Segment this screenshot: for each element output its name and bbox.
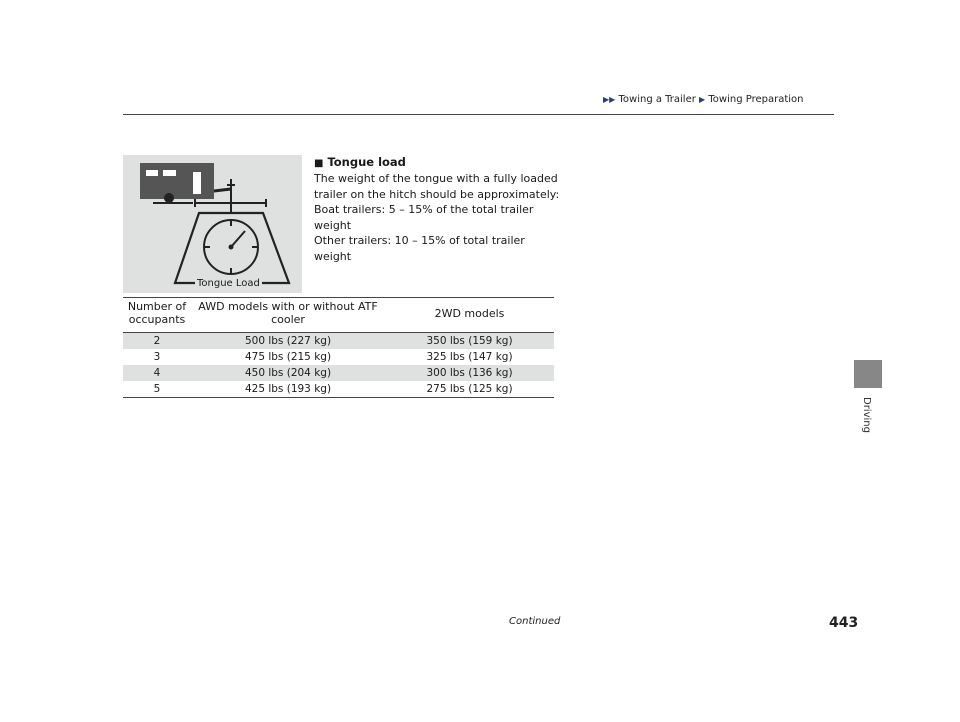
table-cell: 300 lbs (136 kg) bbox=[385, 365, 554, 381]
section-line: Boat trailers: 5 – 15% of the total trailer bbox=[314, 203, 534, 216]
table-row bbox=[123, 349, 554, 365]
tongue-load-section bbox=[314, 155, 564, 264]
section-line: trailer on the hitch should be approximately: bbox=[314, 187, 560, 201]
table-cell: 500 lbs (227 kg) bbox=[191, 333, 385, 350]
table-cell: 425 lbs (193 kg) bbox=[191, 381, 385, 398]
section-body bbox=[314, 171, 564, 264]
table-cell: 350 lbs (159 kg) bbox=[385, 333, 554, 350]
illustration-caption: Tongue Load bbox=[197, 278, 260, 289]
table-cell: 2 bbox=[123, 333, 191, 350]
trailer-scale-icon bbox=[123, 155, 302, 293]
section-line: Other trailers: 10 – 15% of total trailer weight bbox=[314, 234, 525, 263]
section-line: weight bbox=[314, 218, 352, 232]
chevron-right-icon: ▶ bbox=[699, 95, 706, 104]
section-heading-text: Tongue load bbox=[327, 155, 406, 169]
chapter-label: Driving bbox=[861, 397, 872, 433]
table-cell: 275 lbs (125 kg) bbox=[385, 381, 554, 398]
table-cell: 475 lbs (215 kg) bbox=[244, 351, 332, 363]
table-cell: 5 bbox=[123, 381, 191, 398]
square-bullet-icon: ■ bbox=[314, 158, 324, 169]
table-row bbox=[123, 333, 554, 350]
table-cell: 450 lbs (204 kg) bbox=[191, 365, 385, 381]
chevron-right-icon: ▶▶ bbox=[603, 95, 616, 104]
col-header-2wd: 2WD models bbox=[385, 298, 554, 333]
table-row bbox=[123, 365, 554, 381]
section-line: The weight of the tongue with a fully loaded bbox=[314, 172, 558, 185]
breadcrumb-item[interactable]: Towing a Trailer bbox=[618, 94, 696, 105]
header-divider bbox=[123, 114, 834, 115]
table-cell: 4 bbox=[123, 365, 191, 381]
table-cell: 325 lbs (147 kg) bbox=[426, 351, 513, 363]
table-header-row bbox=[123, 298, 554, 333]
tongue-load-illustration bbox=[123, 155, 302, 293]
table-row bbox=[123, 381, 554, 398]
continued-label: Continued bbox=[509, 616, 561, 627]
tongue-load-table bbox=[123, 297, 554, 398]
col-header-occupants: Number of occupants bbox=[123, 298, 191, 333]
section-heading bbox=[314, 155, 564, 169]
chapter-tab[interactable] bbox=[854, 360, 882, 388]
breadcrumb-item[interactable]: Towing Preparation bbox=[708, 94, 804, 105]
table-cell: 3 bbox=[153, 351, 161, 363]
breadcrumb bbox=[603, 94, 804, 105]
page-number: 443 bbox=[829, 615, 859, 631]
col-header-awd: AWD models with or without ATF cooler bbox=[191, 298, 385, 333]
